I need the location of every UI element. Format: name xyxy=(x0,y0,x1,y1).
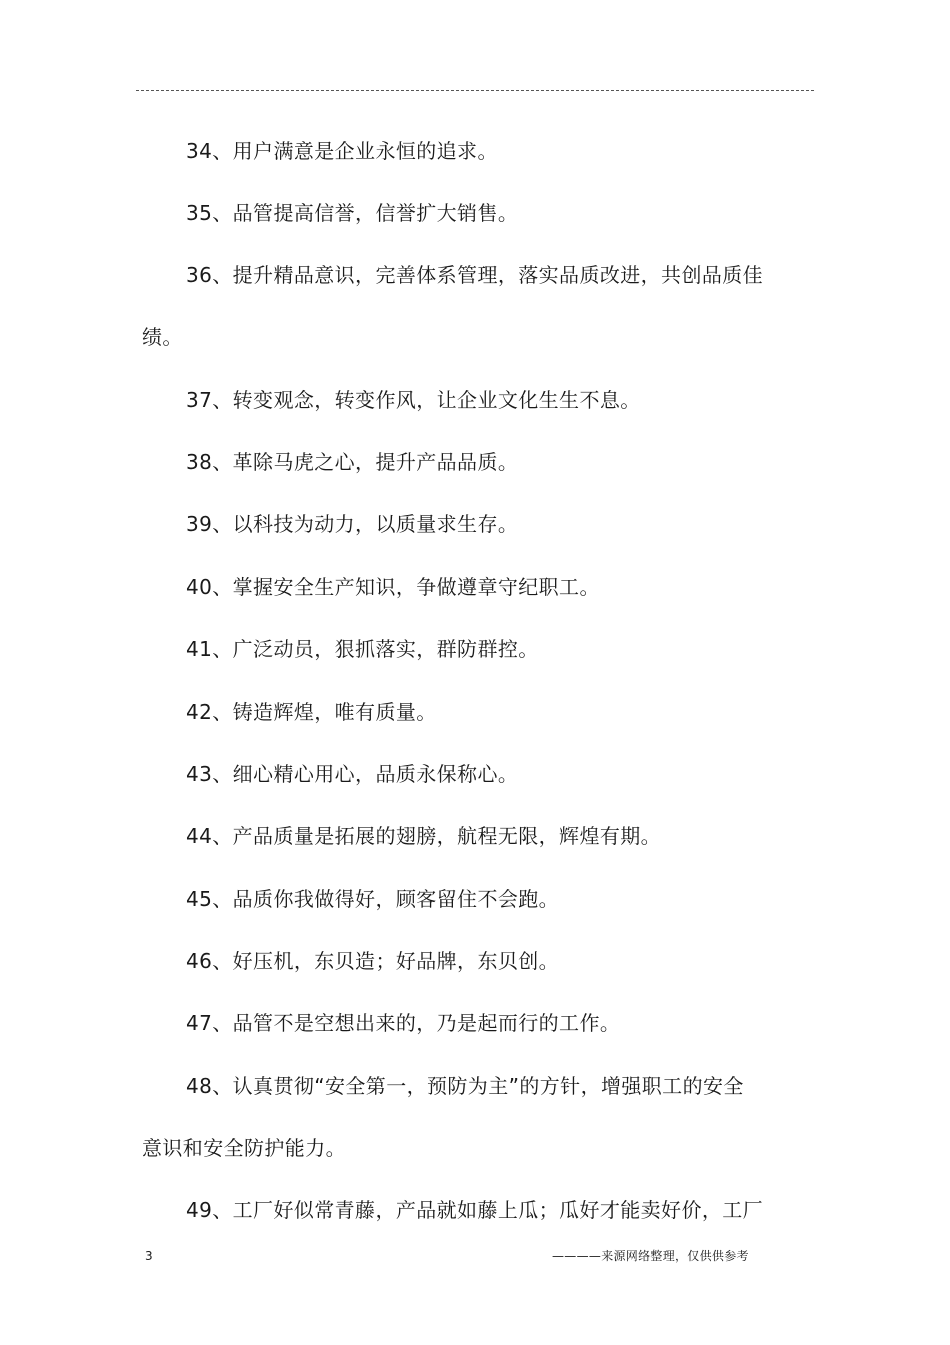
slogan-39: 39、以科技为动力，以质量求生存。 xyxy=(186,512,519,536)
slogan-37: 37、转变观念，转变作风，让企业文化生生不息。 xyxy=(186,388,641,412)
slogan-34: 34、用户满意是企业永恒的追求。 xyxy=(186,139,498,163)
slogan-45: 45、品质你我做得好，顾客留住不会跑。 xyxy=(186,887,560,911)
slogan-36-continued: 绩。 xyxy=(142,325,183,349)
slogan-43: 43、细心精心用心，品质永保称心。 xyxy=(186,762,519,786)
slogan-36: 36、提升精品意识，完善体系管理，落实品质改进，共创品质佳 xyxy=(186,263,764,287)
slogan-46: 46、好压机，东贝造；好品牌，东贝创。 xyxy=(186,949,560,973)
footer-source-note: ————来源网络整理，仅供供参考 xyxy=(552,1249,749,1263)
slogan-49: 49、工厂好似常青藤，产品就如藤上瓜；瓜好才能卖好价，工厂 xyxy=(186,1198,764,1222)
page-number: 3 xyxy=(145,1249,153,1263)
slogan-44: 44、产品质量是拓展的翅膀，航程无限，辉煌有期。 xyxy=(186,824,662,848)
slogan-48-continued: 意识和安全防护能力。 xyxy=(142,1136,346,1160)
slogan-35: 35、品管提高信誉，信誉扩大销售。 xyxy=(186,201,519,225)
slogan-41: 41、广泛动员，狠抓落实，群防群控。 xyxy=(186,637,539,661)
slogan-48: 48、认真贯彻“安全第一，预防为主”的方针，增强职工的安全 xyxy=(186,1074,744,1098)
slogan-47: 47、品管不是空想出来的，乃是起而行的工作。 xyxy=(186,1011,621,1035)
slogan-38: 38、革除马虎之心，提升产品品质。 xyxy=(186,450,519,474)
slogan-40: 40、掌握安全生产知识，争做遵章守纪职工。 xyxy=(186,575,600,599)
slogan-42: 42、铸造辉煌，唯有质量。 xyxy=(186,700,437,724)
header-dashed-rule xyxy=(136,90,814,91)
